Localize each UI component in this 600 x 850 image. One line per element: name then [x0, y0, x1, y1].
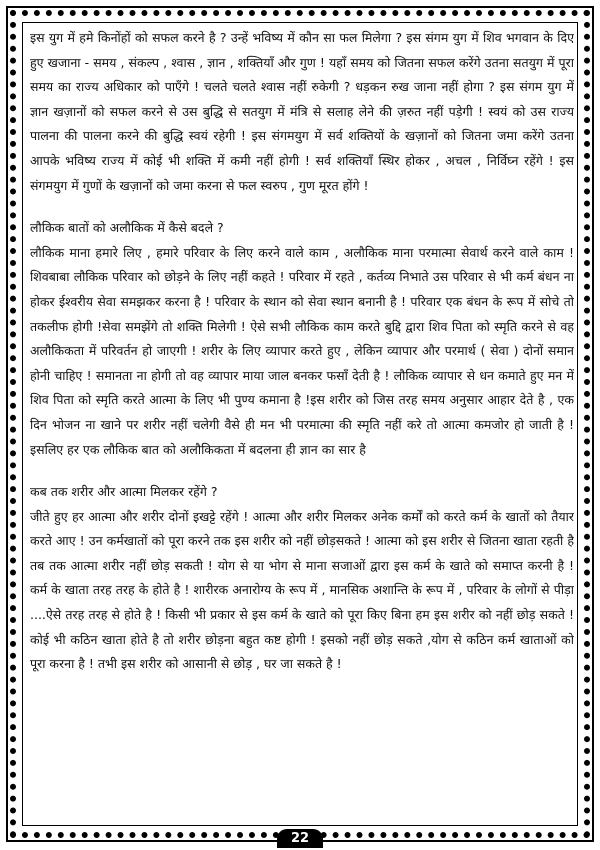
section-spacer [30, 462, 574, 480]
section-1 [30, 26, 574, 198]
section-2-paragraph: लौकिक माना हमारे लिए , हमारे परिवार के लिए करने वाले काम , अलौकिक माना परमात्मा सेवार्थ करने वाले काम ! शिवबाबा लौकिक परिवार को छोड़ने के लिए नहीं कहते ! परिवार में रहते , कर्तव्य निभाते उस परिवार से भी कर्म बंधन ना होकर ईश्वरीय सेवा समझकर करना है ! परिवार के स्थान को सेवा स्थान बनानी है ! परिवार एक बंधन के रूप में सोचे तो तकलीफ होगी !सेवा समझेंगे तो शक्ति मिलेगी ! ऐसे सभी लौकिक काम करते बुद्दि द्वारा शिव पिता को स्मृति करने से वह अलौकिकता में परिवर्तन हो जाएगी ! शरीर के लिए व्यापार करते हुए , लेकिन व्यापार और परमार्थ ( सेवा ) दोनों समान होनी चाहिए ! समानता ना होगी तो वह व्यापार माया जाल बनकर फसाँ देती है ! लौकिक व्यापार से धन कमाते हुए मन में शिव पिता को स्मृति करते आत्मा के लिए भी पुण्य कमाना है !इस शरीर को जिस तरह समय अनुसार आहार देते है , एक दिन भोजन ना खाने पर शरीर नहीं चलेगी वैसे ही मन भी परमात्मा की स्मृति नहीं करे तो आत्मा कमजोर हो जाती है ! इसलिए हर एक लौकिक बात को अलौकिकता में बदलना ही ज्ञान का सार है [30, 244, 574, 457]
section-3 [30, 480, 574, 677]
section-2 [30, 216, 574, 462]
section-2-heading: लौकिक बातों को अलौकिक में कैसे बदले ? [30, 220, 224, 236]
section-1-paragraph: इस युग में हमे किनोंहों को सफल करने है ? उन्हें भविष्य में कौन सा फल मिलेगा ? इस संगम युग में शिव भगवान के दिए हुए खजाना - समय , संकल्प , श्वास , ज्ञान , शक्तियाँ और गुण ! यहाँ समय को जितना सफल करेंगे उतना सतयुग में पूरा समय का राज्य अधिकार को पाएँगे ! चलते चलते श्वास नहीं रुकेगी ? धड़कन रुख जाना नहीं होगा ? इस संगम युग में ज्ञान खज़ानों को सफल करने से उस बुद्धि से सतयुग में मंत्रि से सलाह लेने की ज़रुत नहीं पड़ेगी ! स्वयं को उस राज्य पालना की पालना करने की बुद्धि स्वयं रहेगी ! इस संगमयुग में सर्व शक्तियों के खज़ानों को जितना जमा करेंगे उतना आपके भविष्य राज्य में कोई भी शक्ति में कमी नहीं होगी ! सर्व शक्तियाँ स्थिर होकर , अचल , निर्विघ्न रहेंगे ! इस संगमयुग में गुणों के खज़ानों को जमा करना से फल स्वरुप , गुण मूरत होंगे ! [30, 30, 574, 193]
section-3-paragraph: जीते हुए हर आत्मा और शरीर दोनों इखट्टे रहेंगे ! आत्मा और शरीर मिलकर अनेक कर्मों को करते कर्म के खातों को तैयार करते आए ! उन कर्मखातों को पूरा करने तक इस शरीर को नहीं छोड़सकते ! आत्मा को इस शरीर से जितना खाता रहती है तब तक आत्मा शरीर नहीं छोड़ सकती ! योग से या भोग से माना सजाओं द्वारा इस कर्म के खाते को समाप्त करनी है ! कर्म के खाता तरह तरह के होते है ! शारीरक अनारोग्य के रूप में , मानसिक अशान्ति के रूप में , परिवार के लोगों से पीड़ा ....ऐसे तरह तरह से होते है ! किसी भी प्रकार से इस कर्म के खाते को पूरा किए बिना हम इस शरीर को नहीं छोड़ सकते ! कोई भी कठिन खाता होते है तो शरीर छोड़ना बहुत कष्ट होगी ! इसको नहीं छोड़ सकते ,योग से कठिन कर्म खाताओं को पूरा करना है ! तभी इस शरीर को आसानी से छोड़ , घर जा सकते है ! [30, 508, 574, 672]
page-number: 22 [277, 829, 323, 848]
page-content [30, 26, 574, 826]
section-spacer [30, 198, 574, 216]
page-footer [0, 827, 600, 848]
section-3-heading: कब तक शरीर और आत्मा मिलकर रहेंगे ? [30, 484, 218, 500]
